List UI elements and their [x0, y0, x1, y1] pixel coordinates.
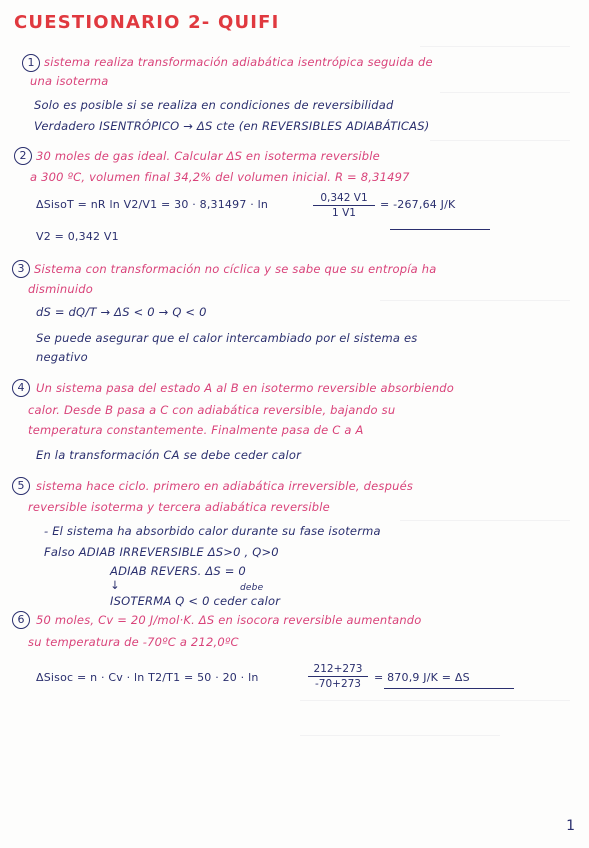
question-1-number: 1 [22, 54, 40, 72]
q1-line4: Verdadero ISENTRÓPICO → ΔS cte (en REVERSIBLES ADIABÁTICAS) [34, 119, 430, 133]
q1-line2: una isoterma [30, 74, 109, 88]
q6-line1: 50 moles, Cv = 20 J/mol·K. ΔS en isocora reversible aumentando [36, 613, 422, 627]
q2-result-underline [390, 229, 490, 230]
q2-fraction-bar [313, 205, 375, 206]
q1-line1: sistema realiza transformación adiabática isentrópica seguida de [44, 55, 433, 69]
q5-debe: debe [240, 583, 264, 593]
bleed-line [300, 735, 500, 736]
q5-line5: ADIAB REVERS. ΔS = 0 [110, 564, 246, 578]
bleed-line [300, 700, 570, 701]
q2-v2: V2 = 0,342 V1 [36, 230, 119, 243]
q3-line2: disminuido [28, 282, 93, 296]
q4-line4: En la transformación CA se debe ceder calor [36, 448, 301, 462]
q6-result: = 870,9 J/K = ΔS [374, 671, 470, 684]
bleed-line [420, 46, 570, 47]
q2-fraction [313, 192, 375, 219]
question-6-number: 6 [12, 611, 30, 629]
q2-result: = -267,64 J/K [380, 198, 456, 211]
question-3-number: 3 [12, 260, 30, 278]
bleed-line [440, 92, 570, 93]
q6-result-underline [384, 688, 514, 689]
q5-line6: ISOTERMA Q < 0 ceder calor [110, 594, 281, 608]
q2-line2: a 300 ºC, volumen final 34,2% del volumen inicial. R = 8,31497 [30, 170, 410, 184]
page-title: CUESTIONARIO 2- QUIFI [14, 12, 280, 33]
q5-line2: reversible isoterma y tercera adiabática reversible [28, 500, 330, 514]
q2-line1: 30 moles de gas ideal. Calcular ΔS en isoterma reversible [36, 149, 380, 163]
q3-line5: negativo [36, 350, 88, 364]
bleed-line [380, 300, 570, 301]
question-4-number: 4 [12, 379, 30, 397]
q5-line4: Falso ADIAB IRREVERSIBLE ΔS>0 , Q>0 [44, 545, 279, 559]
page-number: 1 [566, 818, 575, 834]
q6-fraction-numerator: 212+273 [313, 663, 363, 675]
q2-formula: ΔSisoT = nR ln V2/V1 = 30 · 8,31497 · ln [36, 198, 269, 211]
q4-line3: temperatura constantemente. Finalmente pasa de C a A [28, 423, 364, 437]
q6-fraction [308, 663, 368, 690]
q2-fraction-denominator: 1 V1 [332, 207, 356, 219]
q3-line4: Se puede asegurar que el calor intercambiado por el sistema es [36, 331, 418, 345]
q3-line3: dS = dQ/T → ΔS < 0 → Q < 0 [36, 305, 207, 319]
q3-line1: Sistema con transformación no cíclica y se sabe que su entropía ha [34, 262, 437, 276]
bleed-line [430, 140, 570, 141]
q5-line3: - El sistema ha absorbido calor durante su fase isoterma [44, 524, 381, 538]
q4-line2: calor. Desde B pasa a C con adiabática reversible, bajando su [28, 403, 396, 417]
q6-line2: su temperatura de -70ºC a 212,0ºC [28, 635, 239, 649]
q6-formula: ΔSisoc = n · Cv · ln T2/T1 = 50 · 20 · ln [36, 671, 259, 684]
q2-fraction-numerator: 0,342 V1 [320, 192, 368, 204]
q6-fraction-bar [308, 676, 368, 677]
q5-line1: sistema hace ciclo. primero en adiabática irreversible, después [36, 479, 414, 493]
bleed-line [400, 520, 570, 521]
q5-arrow: ↓ [110, 578, 120, 592]
q4-line1: Un sistema pasa del estado A al B en isotermo reversible absorbiendo [36, 381, 455, 395]
q6-fraction-denominator: -70+273 [315, 678, 361, 690]
question-2-number: 2 [14, 147, 32, 165]
q1-line3: Solo es posible si se realiza en condiciones de reversibilidad [34, 98, 394, 112]
question-5-number: 5 [12, 477, 30, 495]
